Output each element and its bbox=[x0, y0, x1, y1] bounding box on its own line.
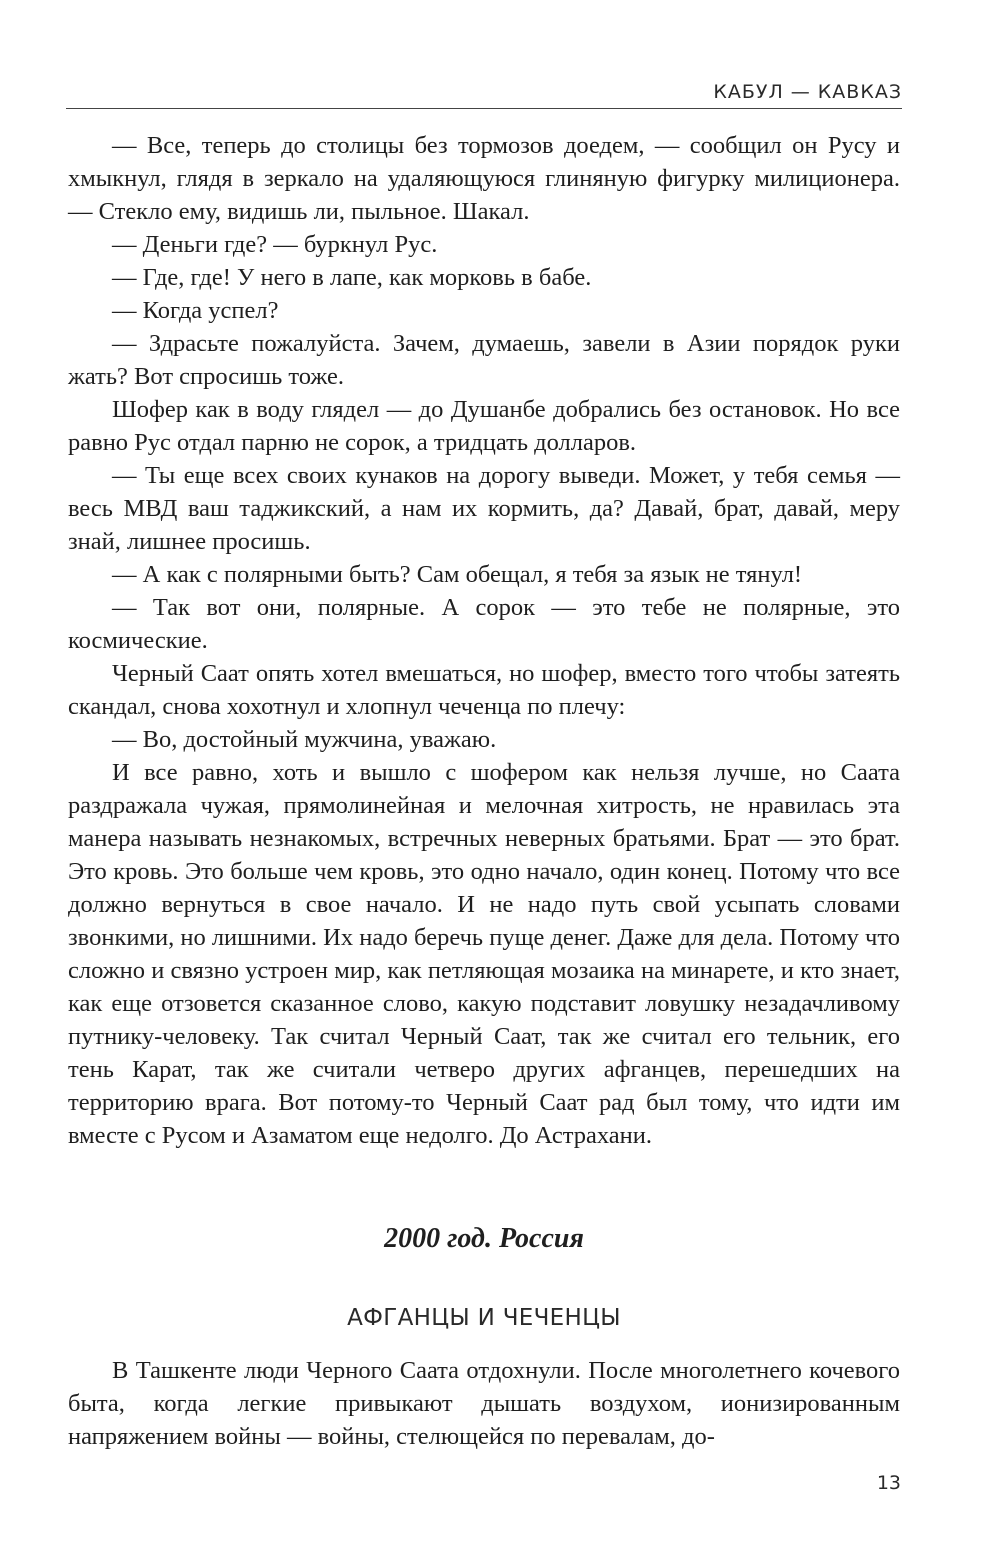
chapter-title: АФГАНЦЫ И ЧЕЧЕНЦЫ bbox=[347, 1305, 621, 1331]
paragraph: — Во, достойный мужчина, уважаю. bbox=[112, 726, 497, 753]
paragraph: — Где, где! У него в лапе, как морковь в бабе. bbox=[112, 264, 592, 291]
paragraph: — Деньги где? — буркнул Рус. bbox=[112, 231, 438, 258]
paragraph: — Так вот они, полярные. А сорок — это тебе не полярные, это космические. bbox=[68, 594, 900, 654]
paragraph: Черный Саат опять хотел вмешаться, но шофер, вместо того чтобы затеять скандал, снова хохотнул и хлопнул чеченца по плечу: bbox=[68, 660, 900, 720]
paragraph: И все равно, хоть и вышло с шофером как нельзя лучше, но Саата раздражала чужая, прямолинейная и мелочная хитрость, не нравилась эта манера называть незнакомых, встречных неверных братьями. Брат — это брат. Это кровь. Это больше чем кровь, это одно начало, один конец. Потому что все должно вернуться в свое начало. И не надо путь свой усыпать словами звонкими, но лишними. Их надо беречь пуще денег. Даже для дела. Потому что сложно и связно устроен мир, как петляющая мозаика на минарете, и кто знает, как еще отзовется сказанное слово, какую подставит ловушку незадачливому путнику-человеку. Так считал Черный Саат, так же считал его тельник, его тень Карат, так же считали четверо других афганцев, перешедших на территорию врага. Вот потому-то Черный Саат рад был тому, что идти им вместе с Русом и Азаматом еще недолго. До Астрахани. bbox=[68, 759, 900, 1149]
paragraph: — Ты еще всех своих кунаков на дорогу выведи. Может, у тебя семья — весь МВД ваш таджикский, а нам их кормить, да? Давай, брат, давай, меру знай, лишнее просишь. bbox=[68, 462, 900, 555]
paragraph: Шофер как в воду глядел — до Душанбе добрались без остановок. Но все равно Рус отдал парню не сорок, а тридцать долларов. bbox=[68, 396, 900, 456]
paragraph: В Ташкенте люди Черного Саата отдохнули. После многолетнего кочевого быта, когда легкие привыкают дышать воздухом, ионизированным напряжением войны — войны, стелющейся по перевалам, до- bbox=[68, 1357, 900, 1450]
running-title: КАБУЛ — КАВКАЗ bbox=[713, 81, 902, 103]
paragraph: — Все, теперь до столицы без тормозов доедем, — сообщил он Русу и хмыкнул, глядя в зеркало на удаляющуюся глиняную фигурку милиционера. — Стекло ему, видишь ли, пыльное. Шакал. bbox=[68, 132, 900, 225]
paragraph: — Здрасьте пожалуйста. Зачем, думаешь, завели в Азии порядок руки жать? Вот спросишь тоже. bbox=[68, 330, 900, 390]
page-number: 13 bbox=[876, 1472, 901, 1494]
paragraph: — А как с полярными быть? Сам обещал, я тебя за язык не тянул! bbox=[112, 561, 803, 588]
section-year-heading: 2000 год. Россия bbox=[384, 1223, 584, 1254]
running-head bbox=[66, 80, 902, 109]
main-text bbox=[68, 129, 900, 1152]
chapter-text bbox=[68, 1354, 900, 1453]
paragraph: — Когда успел? bbox=[112, 297, 279, 324]
